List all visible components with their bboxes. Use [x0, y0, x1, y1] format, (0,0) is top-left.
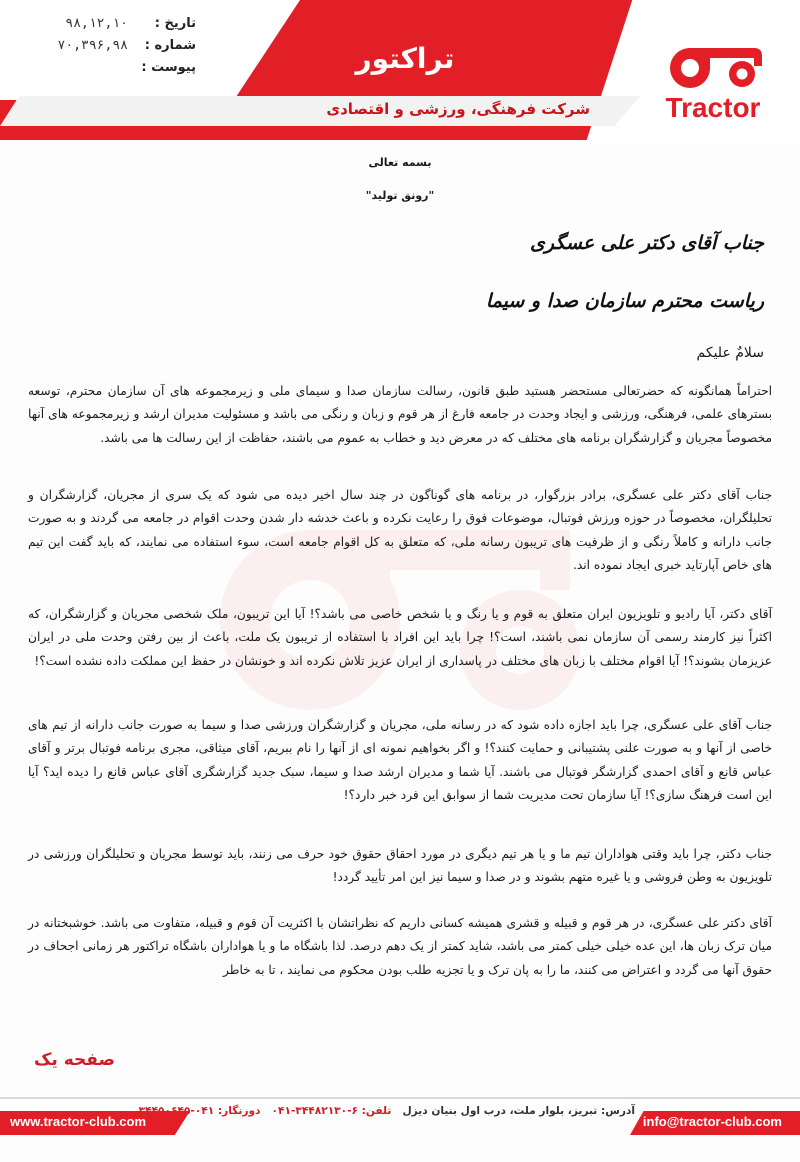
meta-attachment	[6, 56, 196, 78]
footer-phone: تلفن: ۶-۳۴۴۸۲۱۳۰-۰۴۱	[271, 1105, 392, 1117]
paragraph: آقای دکتر علی عسگری، در هر قوم و قبیله و قشری همیشه کسانی داریم که نظراتشان با اکثریت آن قوم و قبیله، متفاوت می باشد. خوشبختانه در میان ترک زبان ها، این عده خیلی خیلی کمتر می باشد، شاید کمتر از یک دهم درصد. لذا باشگاه ما و یا هواداران باشگاه تراکتور هر زمانی اجحاف در حقوق آنها می گردد و اعتراض می کنند، ما را به پان ترک و یا تجزیه طلب بودن محکوم می نمایند ، تا به خاطر	[28, 916, 772, 977]
meta-date-label: تاریخ :	[154, 15, 196, 31]
footer-divider	[0, 1097, 800, 1099]
meta-attachment-label: پیوست :	[141, 59, 196, 75]
paragraph: احتراماً همانگونه که حضرتعالی مستحضر هستید طبق قانون، رسالت سازمان صدا و سیمای ملی و زیرمجموعه های آن سازمان محترم، توسعه بسترهای علمی، فرهنگی، ورزشی و ایجاد وحدت در جامعه فارغ از هر قوم و زبان و رنگی می باشد و مسئولیت مدیران ارشد و زیرمجموعه های آنها مخصوصاً مجریان و گزارشگران برنامه های مختلف که در معرض دید و خطاب به عموم می باشند، حفاظت از این رسالت ها می باشد.	[28, 384, 772, 445]
letterhead	[0, 0, 800, 150]
addressee-name: جناب آقای دکتر علی عسگری	[530, 232, 764, 254]
tractor-logo	[658, 30, 768, 122]
letter-meta	[6, 12, 196, 78]
logo-wordmark: Tractor	[665, 92, 761, 123]
addressee-title: ریاست محترم سازمان صدا و سیما	[485, 290, 764, 312]
footer-email-link[interactable]: info@tractor-club.com	[642, 1114, 782, 1129]
page-number-label: صفحه یک	[34, 1050, 115, 1070]
footer-website-link[interactable]: www.tractor-club.com	[10, 1114, 147, 1129]
paragraph: جناب دکتر، چرا باید وقتی هواداران تیم ما و یا هر تیم دیگری در مورد احقاق حقوق خود حرف می زنند، باید توسط مجریان و تحلیلگران ورزشی در تلویزیون به وطن فروشی و یا غیره متهم بشوند و در صدا و سیما نیز این امر تأیید گردد!	[28, 847, 772, 885]
paragraph: آقای دکتر، آیا رادیو و تلویزیون ایران متعلق به قوم و یا رنگ و یا شخص خاصی می باشد؟! آیا این تریبون، ملک شخصی مجریان و گزارشگران، که اکثراً نیز کارمند رسمی آن سازمان نمی باشند، است؟! چرا باید این افراد با استفاده از تریبون یک ملت، باعث از بین رفتن وحدت ملی در ایران عزیزمان بشوند؟! آیا اقوام مختلف با زبان های مختلف در پاسداری از ایران عزیز تلاش نکرده اند و خونشان در حفظ این مملکت داده نشده است؟!	[28, 607, 772, 668]
meta-date-value: ۹۸,۱۲,۱۰	[65, 15, 128, 31]
meta-number	[6, 34, 196, 56]
meta-number-label: شماره :	[144, 37, 196, 53]
footer-contact	[190, 1105, 635, 1117]
paragraph: جناب آقای علی عسگری، چرا باید اجازه داده شود که در رسانه ملی، مجریان و گزارشگران ورزشی صدا و سیما به صورت جانب دارانه از تیم های خاصی از آنها و به صورت علنی پشتیبانی و حمایت کنند؟! و اگر بخواهیم نمونه ای از آنها را نام ببریم، آقای میثاقی، مجری برنامه فوتبال برتر و آقای عباس قانع و آقای احمدی گزارشگر فوتبال می باشند. آیا شما و مدیران ارشد صدا و سیما، سبک جدید گزارشگری آقای عباس قانع را دیده اید؟ آیا این است فرهنگ سازی؟! آیا سازمان تحت مدیریت شما از سوابق این فرد خبر دارد؟!	[28, 718, 772, 803]
letter-footer	[0, 1085, 800, 1162]
brand-title: تراکتور	[355, 42, 455, 75]
footer-fax: دورنگار: ۰۴۱-	[190, 1105, 261, 1117]
salutation: سلامٌ علیکم	[696, 345, 764, 361]
meta-date	[6, 12, 196, 34]
paragraph: جناب آقای دکتر علی عسگری، برادر بزرگوار، در برنامه های گوناگون در چند سال اخیر دیده می شود که یک سری از مجریان، گزارشگران و تحلیلگران، مخصوصاً در حوزه ورزش فوتبال، موضوعات فوق را رعایت نکرده و باعث خدشه دار شدن وحدت اقوام در جامعه می گردند و به صورت جانب دارانه و کاملاً رنگی و از ظرفیت های تریبون رسانه ملی، که متعلق به کل اقوام جامعه است، سوء استفاده می نمایند، که باید گفت این تیم های خاص آپارتاید خبری ایجاد نموده اند.	[28, 488, 772, 573]
footer-address: آدرس: تبریز، بلوار ملت، درب اول بنیان دیزل	[402, 1105, 635, 1117]
tractor-icon	[658, 30, 768, 90]
brand-subtitle: شرکت فرهنگی، ورزشی و اقتصادی	[326, 100, 590, 118]
bismillah: بسمه تعالی	[368, 156, 432, 169]
meta-number-value: ۷۰,۳۹۶,۹۸	[57, 37, 128, 53]
slogan: "رونق تولید"	[365, 189, 435, 202]
